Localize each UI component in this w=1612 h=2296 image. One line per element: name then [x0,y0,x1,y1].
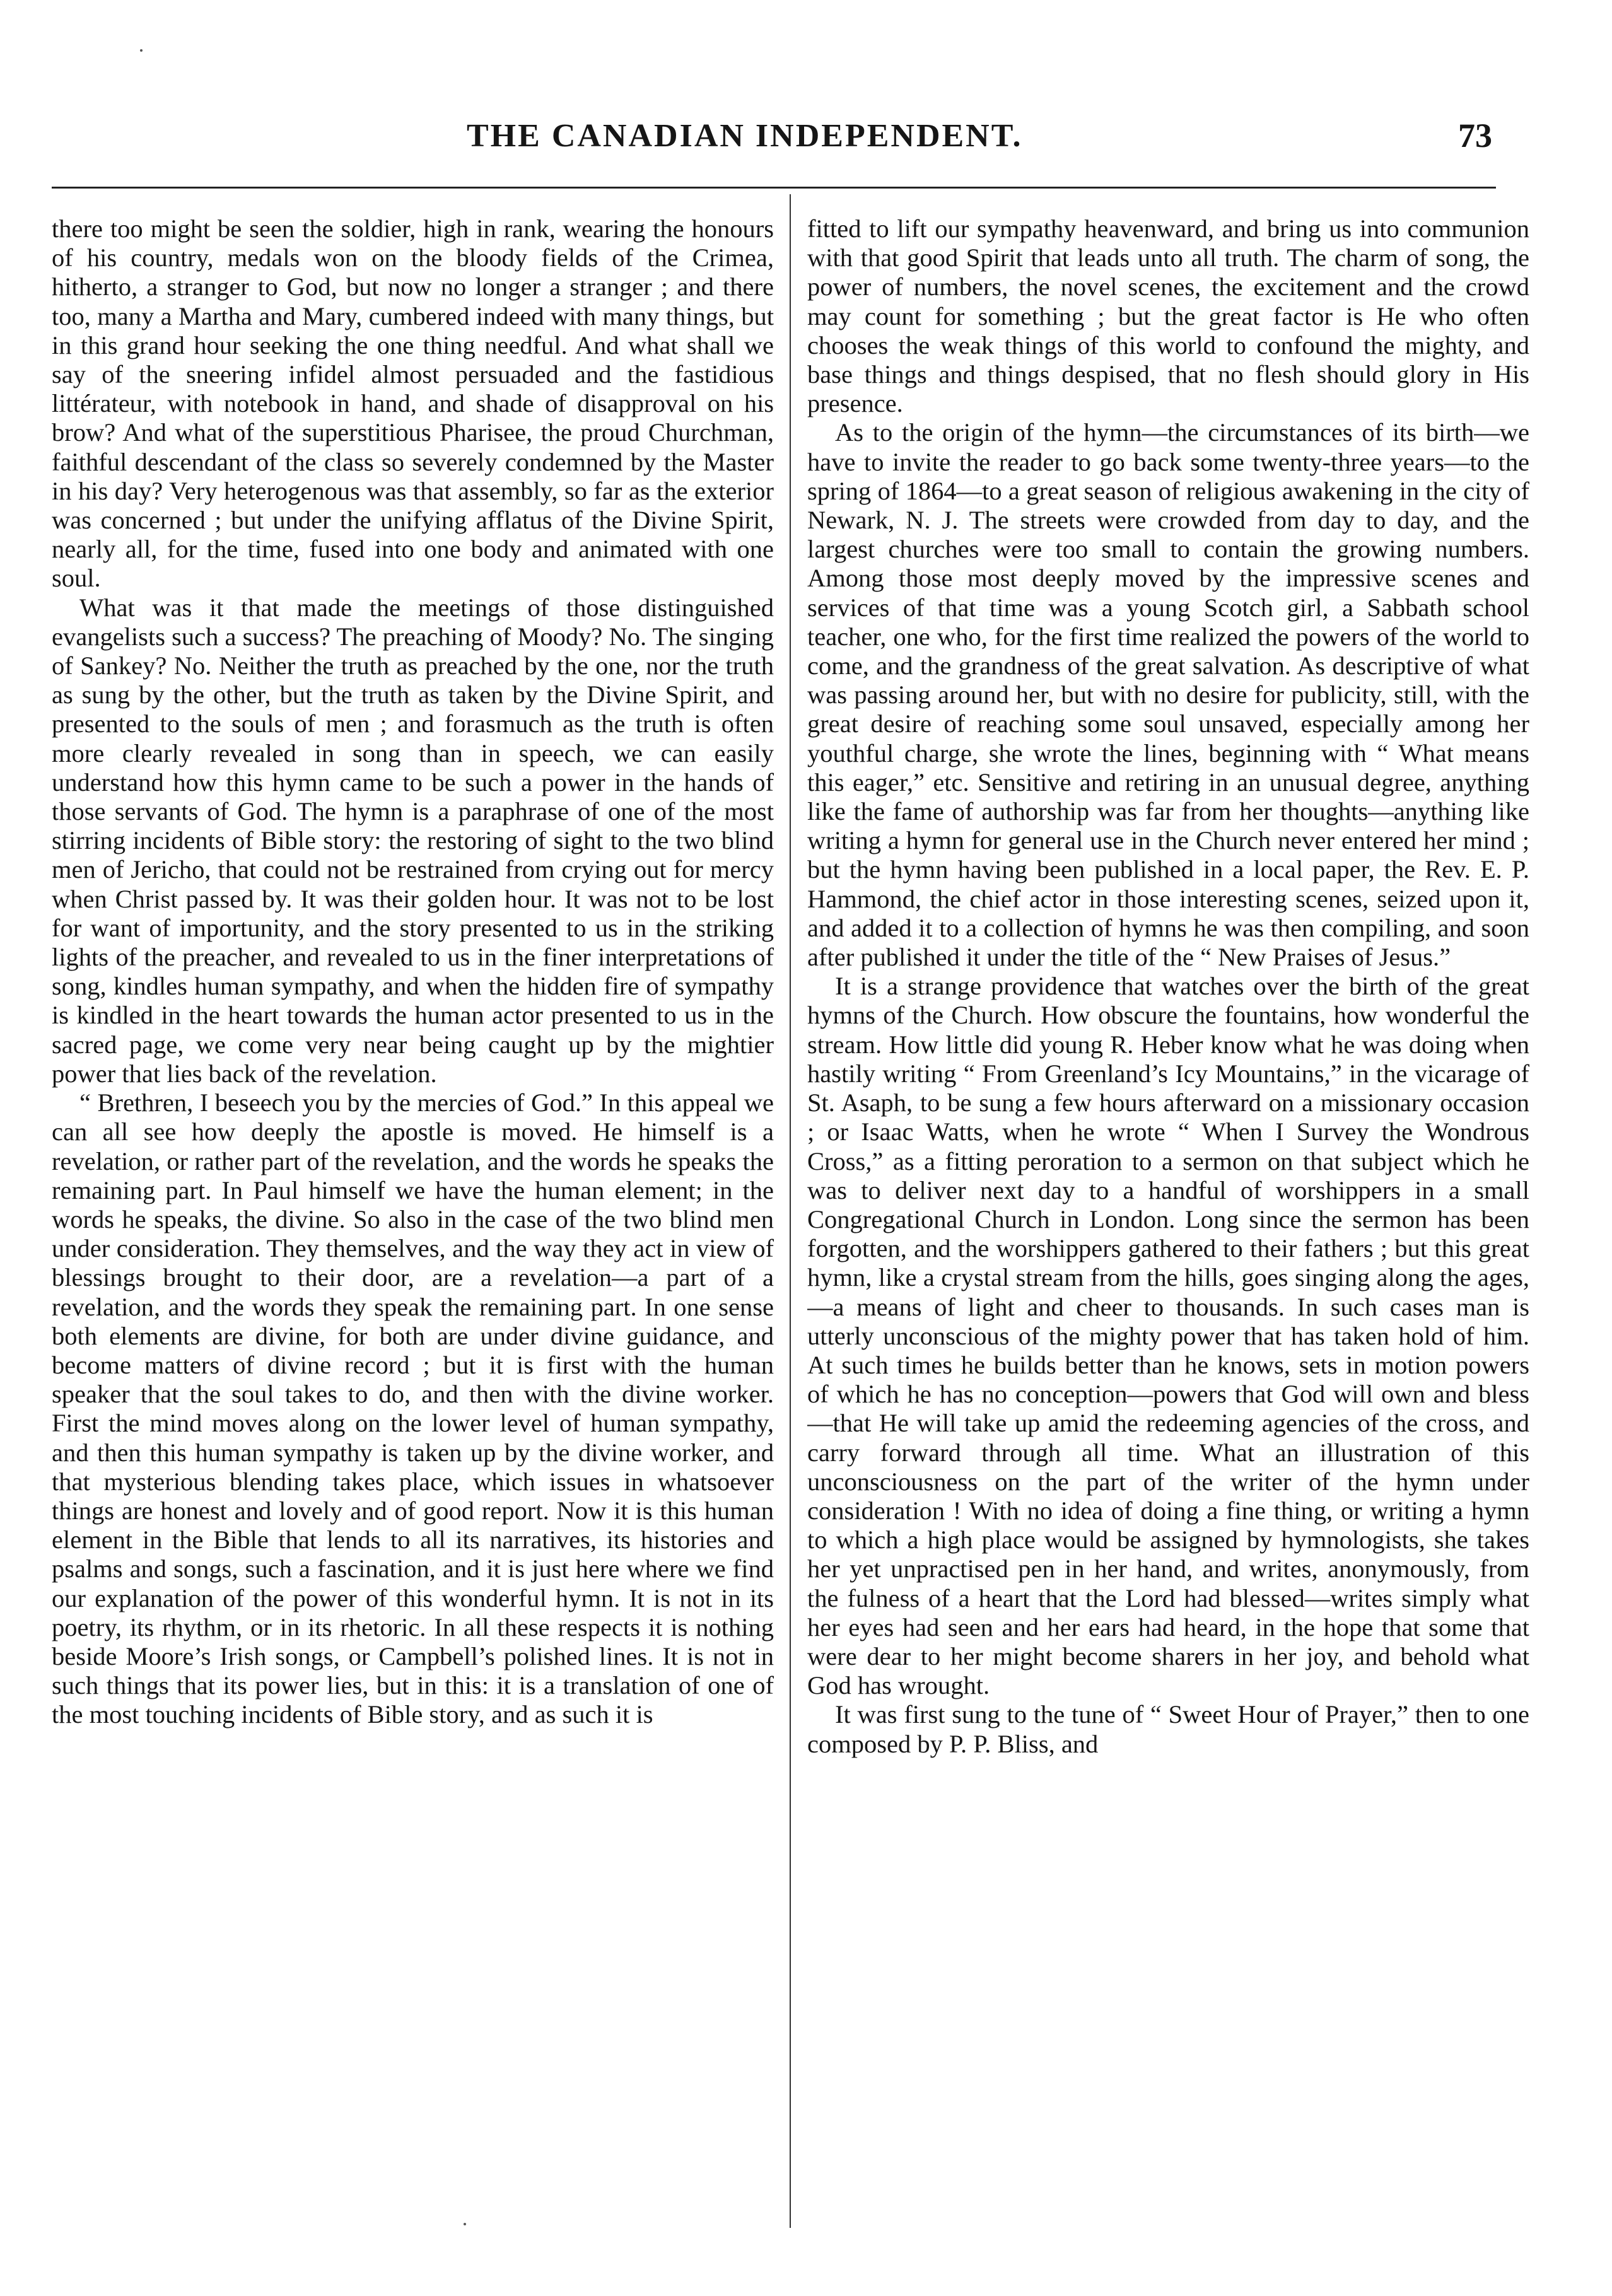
paragraph: there too might be seen the soldier, high in rank, wearing the honours of his country, medals won on the bloody fields of the Crimea, hitherto, a stranger to God, but now no longer a stranger ; and there too, many a Martha and Mary, cumbered indeed with many things, but in this grand hour seeking the one thing needful. And what shall we say of the sneering infidel almost persuaded and the fastidious littérateur, with notebook in hand, and shade of disapproval on his brow? And what of the superstitious Pharisee, the proud Churchman, faithful descendant of the class so severely condemned by the Master in his day? Very heterogenous was that assembly, so far as the exterior was concerned ; but under the unifying afflatus of the Divine Spirit, nearly all, for the time, fused into one body and animated with one soul. [52,214,774,593]
print-speck [464,2223,466,2225]
paragraph: As to the origin of the hymn—the circumstances of its birth—we have to invite the reader to go back some twenty-three years—to the spring of 1864—to a great season of religious awakening in the city of Newark, N. J. The streets were crowded from day to day, and the largest churches were too small to contain the growing numbers. Among those most deeply moved by the impressive scenes and services of that time was a young Scotch girl, a Sabbath school teacher, one who, for the first time realized the powers of the world to come, and the grandness of the great salvation. As descriptive of what was passing around her, but with no desire for publicity, still, with the great desire of reaching some soul unsaved, especially among her youthful charge, she wrote the lines, beginning with “ What means this eager,” etc. Sensitive and retiring in an unusual degree, anything like the fame of authorship was far from her thoughts—anything like writing a hymn for general use in the Church never entered her mind ; but the hymn having been published in a local paper, the Rev. E. P. Hammond, the chief actor in those interesting scenes, seized upon it, and added it to a collection of hymns he was then compiling, and soon after published it under the title of the “ New Praises of Jesus.” [807,418,1529,972]
paragraph: What was it that made the meetings of those distinguished evangelists such a success? The preaching of Moody? No. The singing of Sankey? No. Neither the truth as preached by the one, nor the truth as sung by the other, but the truth as taken by the Divine Spirit, and presented to the souls of men ; and forasmuch as the truth is often more clearly revealed in song than in speech, we can easily understand how this hymn came to be such a power in the hands of those servants of God. The hymn is a paraphrase of one of the most stirring incidents of Bible story: the restoring of sight to the two blind men of Jericho, that could not be restrained from crying out for mercy when Christ passed by. It was their golden hour. It was not to be lost for want of importunity, and the story presented to us in the striking lights of the preacher, and revealed to us in the finer interpretations of song, kindles human sympathy, and when the hidden fire of sympathy is kindled in the heart towards the human actor presented to us in the sacred page, we come very near being caught up by the mightier power that lies back of the revelation. [52,593,774,1088]
paragraph: “ Brethren, I beseech you by the mercies of God.” In this appeal we can all see how deeply the apostle is moved. He himself is a revelation, or rather part of the revelation, and the words he speaks the remaining part. In Paul himself we have the human element; in the words he speaks, the divine. So also in the case of the two blind men under consideration. They themselves, and the way they act in view of blessings brought to their door, are a revelation—a part of a revelation, and the words they speak the remaining part. In one sense both elements are divine, for both are under divine guidance, and become matters of divine record ; but it is first with the human speaker that the soul takes to do, and then with the divine worker. First the mind moves along on the lower level of human sympathy, and then this human sympathy is taken up by the divine worker, and that mysterious blending takes place, which issues in whatsoever things are honest and lovely and of good report. Now it is this human element in the Bible that lends to all its narratives, its histories and psalms and songs, such a fascination, and it is just here where we find our explanation of the power of this wonderful hymn. It is not in its poetry, its rhythm, or in its rhetoric. In all these respects it is nothing beside Moore’s Irish songs, or Campbell’s polished lines. It is not in such things that its power lies, but in this: it is a translation of one of the most touching incidents of Bible story, and as such it is [52,1088,774,1729]
print-speck [140,49,143,52]
page-number: 73 [1458,117,1492,154]
running-head: THE CANADIAN INDEPENDENT. [467,118,1023,154]
right-column [807,214,1529,2232]
paragraph: fitted to lift our sympathy heavenward, and bring us into communion with that good Spirit that leads unto all truth. The charm of song, the power of numbers, the novel scenes, the excitement and the crowd may count for something ; but the great factor is He who often chooses the weak things of this world to confound the mighty, and base things and things despised, that no flesh should glory in His presence. [807,214,1529,418]
paragraph: It was first sung to the tune of “ Sweet Hour of Prayer,” then to one composed by P. P. Bliss, and [807,1700,1529,1758]
paragraph: It is a strange providence that watches over the birth of the great hymns of the Church. How obscure the fountains, how wonderful the stream. How little did young R. Heber know what he was doing when hastily writing “ From Greenland’s Icy Mountains,” in the vicarage of St. Asaph, to be sung a few hours afterward on a missionary occasion ; or Isaac Watts, when he wrote “ When I Survey the Wondrous Cross,” as a fitting peroration to a sermon on that subject which he was to deliver next day to a handful of worshippers in a small Congregational Church in London. Long since the sermon has been forgotten, and the worshippers gathered to their fathers ; but this great hymn, like a crystal stream from the hills, goes singing along the ages,—a means of light and cheer to thousands. In such cases man is utterly unconscious of the mighty power that has taken hold of him. At such times he builds better than he knows, sets in motion powers of which he has no conception—powers that God will own and bless—that He will take up amid the redeeming agencies of the cross, and carry forward through all time. What an illustration of this unconsciousness on the part of the writer of the hymn under consideration ! With no idea of doing a fine thing, or writing a hymn to which a high place would be assigned by hymnologists, she takes her yet unpractised pen in her hand, and writes, anonymously, from the fulness of a heart that the Lord had blessed—writes simply what her eyes had seen and her ears had heard, in the hope that some that were dear to her might become sharers in her joy, and behold what God has wrought. [807,972,1529,1700]
column-divider [790,194,791,2228]
left-column [52,214,774,2232]
header-rule [52,187,1496,189]
